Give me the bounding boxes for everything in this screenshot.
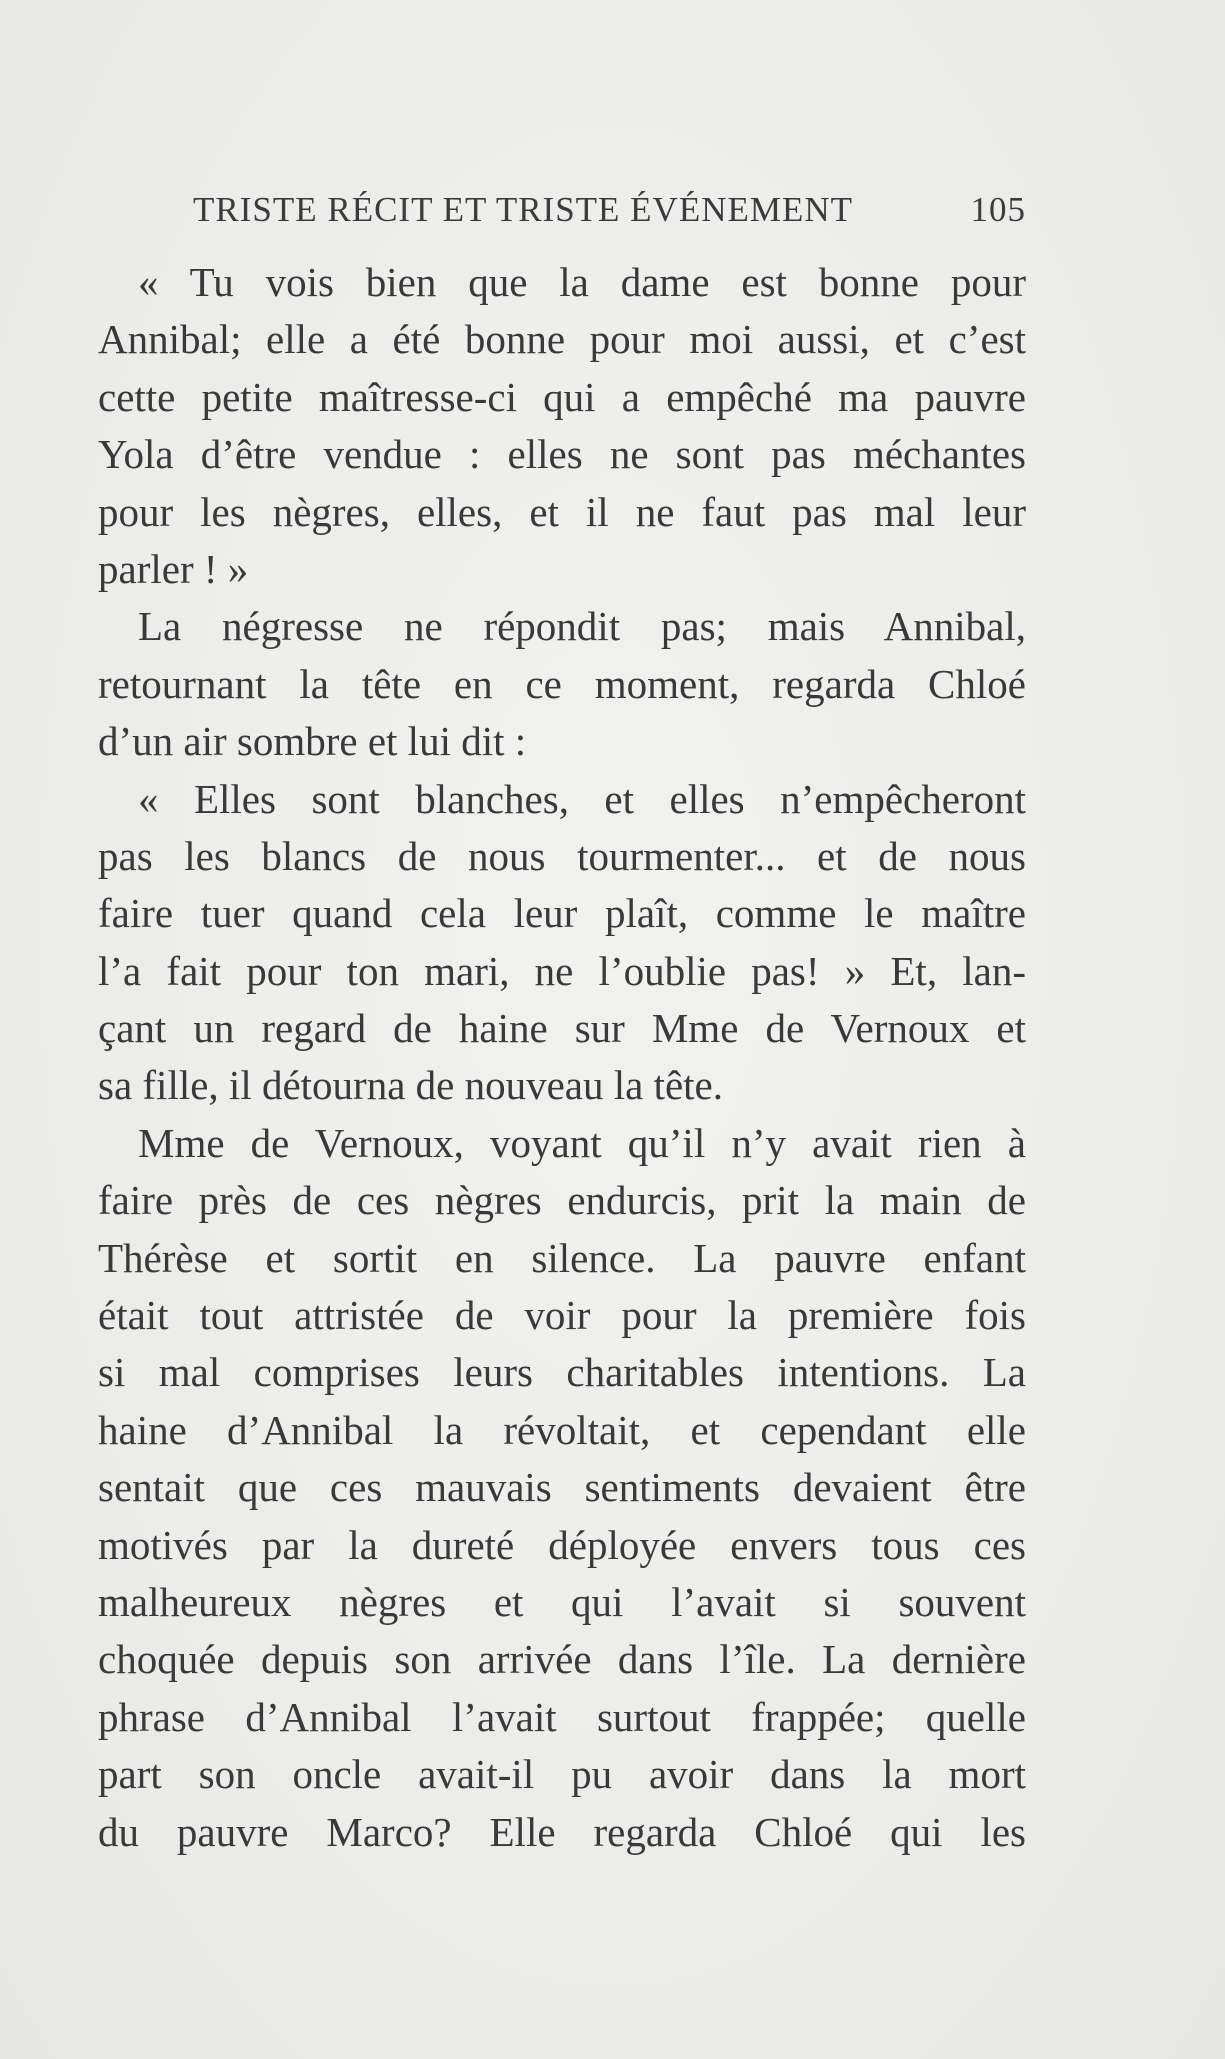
text-line: phrase d’Annibal l’avait surtout frappée; quelle: [98, 1693, 1026, 1740]
text-line: faire près de ces nègres endurcis, prit la main de: [98, 1177, 1026, 1224]
text-line: malheureux nègres et qui l’avait si souvent: [98, 1578, 1026, 1625]
text-line: « Elles sont blanches, et elles n’empêcheront: [138, 775, 1026, 822]
running-header: [98, 190, 1026, 240]
text-line: Thérèse et sortit en silence. La pauvre enfant: [98, 1234, 1026, 1281]
text-line: Mme de Vernoux, voyant qu’il n’y avait rien à: [138, 1119, 1026, 1166]
text-line: pour les nègres, elles, et il ne faut pas mal leur: [98, 488, 1026, 535]
running-title: TRISTE RÉCIT ET TRISTE ÉVÉNEMENT: [193, 190, 854, 229]
text-line: La négresse ne répondit pas; mais Annibal,: [138, 603, 1026, 650]
text-line: l’a fait pour ton mari, ne l’oublie pas! » Et, lan-: [98, 947, 1026, 994]
text-line: motivés par la dureté déployée envers tous ces: [98, 1521, 1026, 1568]
text-line: retournant la tête en ce moment, regarda Chloé: [98, 660, 1026, 707]
text-line: était tout attristée de voir pour la première fois: [98, 1292, 1026, 1339]
text-line: part son oncle avait-il pu avoir dans la mort: [98, 1751, 1026, 1798]
text-line: sentait que ces mauvais sentiments devaient être: [98, 1464, 1026, 1511]
text-line: choquée depuis son arrivée dans l’île. La dernière: [98, 1636, 1026, 1683]
page-number: 105: [970, 190, 1026, 229]
text-line: Annibal; elle a été bonne pour moi aussi, et c’est: [98, 316, 1026, 363]
text-line: du pauvre Marco? Elle regarda Chloé qui les: [98, 1808, 1026, 1855]
text-line: sa fille, il détourna de nouveau la tête.: [98, 1062, 724, 1109]
text-line: « Tu vois bien que la dame est bonne pour: [138, 259, 1026, 305]
text-line: d’un air sombre et lui dit :: [98, 718, 527, 765]
text-line: haine d’Annibal la révoltait, et cependant elle: [98, 1406, 1026, 1453]
body-text: [98, 254, 1026, 1861]
text-line: si mal comprises leurs charitables intentions. La: [98, 1349, 1026, 1396]
text-line: faire tuer quand cela leur plaît, comme le maître: [98, 890, 1026, 937]
text-line: cette petite maîtresse-ci qui a empêché ma pauvre: [98, 373, 1026, 420]
text-line: çant un regard de haine sur Mme de Vernoux et: [98, 1005, 1026, 1052]
text-line: Yola d’être vendue : elles ne sont pas méchantes: [98, 431, 1026, 478]
text-line: parler ! »: [98, 545, 249, 592]
text-line: pas les blancs de nous tourmenter... et de nous: [98, 832, 1026, 879]
